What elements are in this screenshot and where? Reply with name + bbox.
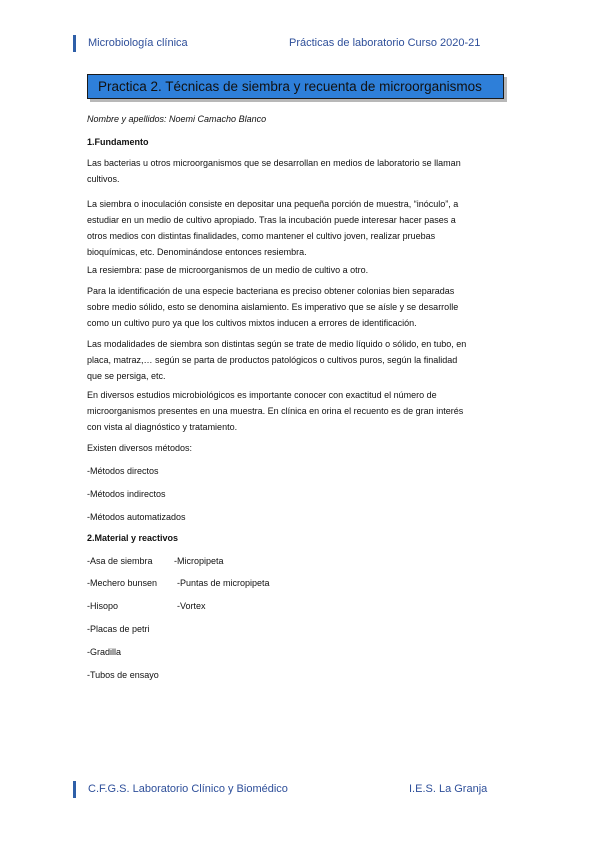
paragraph-line: Para la identificación de una especie bacteriana es preciso obtener colonias bien separadas [87,286,455,296]
method-item: -Métodos indirectos [87,489,166,499]
paragraph-line: que se persiga, etc. [87,371,166,381]
material-item: -Vortex [177,601,206,611]
material-item: -Hisopo [87,601,119,611]
section-heading-fundamento: 1.Fundamento [87,137,149,147]
material-item: -Mechero bunsen [87,578,158,588]
paragraph-line: placa, matraz,… según se parta de productos patológicos o cultivos puros, según la finalidad [87,355,458,365]
footer-program: C.F.G.S. Laboratorio Clínico y Biomédico [88,783,288,795]
paragraph-line: Existen diversos métodos: [87,443,193,453]
paragraph-line: con vista al diagnóstico y tratamiento. [87,422,238,432]
paragraph-line: cultivos. [87,174,120,184]
section-heading-material: 2.Material y reactivos [87,533,179,543]
paragraph-line: bioquímicas, etc. Denominándose entonces resiembra. [87,247,307,257]
material-item: -Gradilla [87,647,122,657]
footer-bar [73,781,76,798]
paragraph-line: estudiar en un medio de cultivo apropiado. Tras la incubación puede interesar hacer pases a [87,215,456,225]
header-course: Prácticas de laboratorio Curso 2020-21 [289,37,481,49]
footer-school: I.E.S. La Granja [409,783,488,795]
page-title: Practica 2. Técnicas de siembra y recuenta de microorganismos [87,74,504,99]
paragraph-line: sobre medio sólido, esto se denomina aislamiento. Es imperativo que se aísle y se desarrolle [87,302,459,312]
paragraph-line: como un cultivo puro ya que los cultivos mixtos inducen a errores de identificación. [87,318,417,328]
paragraph-line: La resiembra: pase de microorganismos de un medio de cultivo a otro. [87,265,369,275]
method-item: -Métodos automatizados [87,512,186,522]
material-item: -Puntas de micropipeta [177,578,270,588]
material-item: -Placas de petri [87,624,150,634]
paragraph-line: otros medios con distintas finalidades, como mantener el cultivo joven, realizar pruebas [87,231,436,241]
header-subject: Microbiología clínica [88,37,188,49]
author-line: Nombre y apellidos: Noemi Camacho Blanco [87,114,267,124]
method-item: -Métodos directos [87,466,159,476]
material-item: -Asa de siembra [87,556,153,566]
paragraph-line: microorganismos presentes en una muestra. En clínica en orina el recuento es de gran interés [87,406,464,416]
material-item: -Tubos de ensayo [87,670,159,680]
paragraph-line: En diversos estudios microbiológicos es importante conocer con exactitud el número de [87,390,437,400]
paragraph-line: Las bacterias u otros microorganismos que se desarrollan en medios de laboratorio se llaman [87,158,461,168]
material-item: -Micropipeta [174,556,224,566]
paragraph-line: La siembra o inoculación consiste en depositar una pequeña porción de muestra, “inóculo”, a [87,199,459,209]
header-bar [73,35,76,52]
paragraph-line: Las modalidades de siembra son distintas según se trate de medio líquido o sólido, en tubo, en [87,339,467,349]
